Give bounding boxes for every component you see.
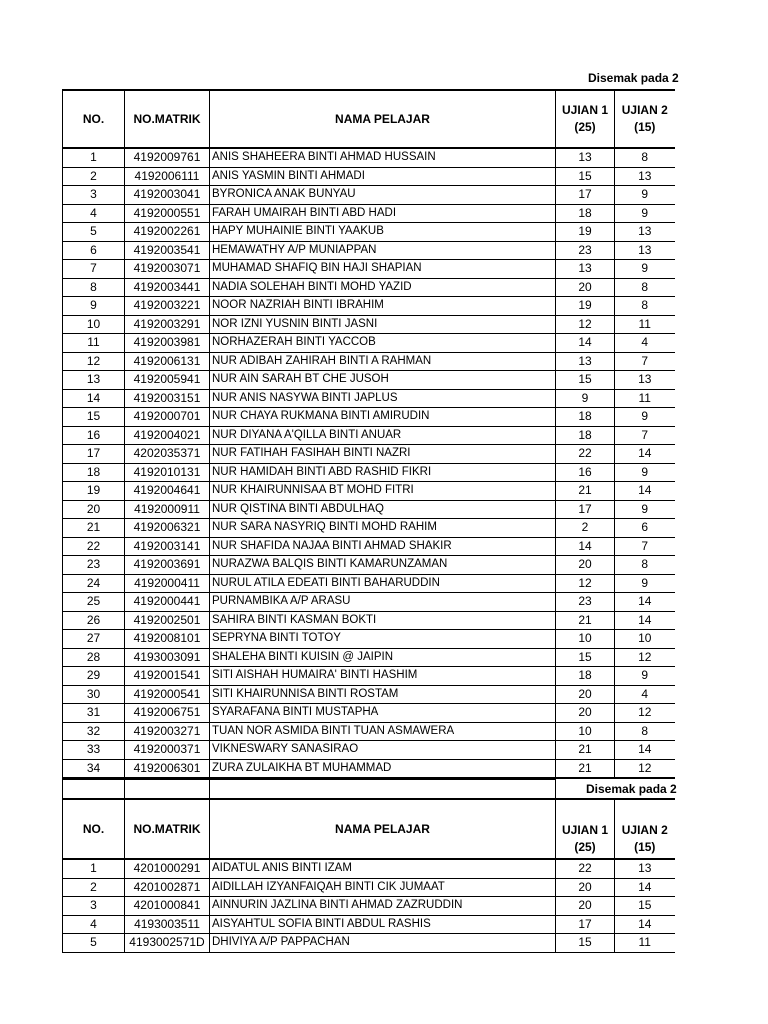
cell-ujian2: 13	[615, 241, 675, 260]
table-row	[63, 426, 675, 445]
cell-matrik: 4192006111	[125, 167, 210, 186]
cell-matrik: 4192010131	[125, 463, 210, 482]
table-row	[63, 148, 675, 167]
cell-nama: ANIS YASMIN BINTI AHMADI	[210, 167, 556, 186]
cell-ujian2: 14	[615, 593, 675, 612]
cell-nama: NUR DIYANA A'QILLA BINTI ANUAR	[210, 426, 556, 445]
header-ujian2-max: (15)	[634, 120, 656, 134]
cell-ujian1: 15	[556, 934, 615, 953]
cell-ujian2: 9	[615, 463, 675, 482]
cell-matrik: 4192003291	[125, 315, 210, 334]
cell-no: 2	[63, 167, 125, 186]
cell-matrik: 4192000701	[125, 408, 210, 427]
cell-ujian1: 15	[556, 371, 615, 390]
cell-nama: ANIS SHAHEERA BINTI AHMAD HUSSAIN	[210, 148, 556, 167]
cell-ujian2: 10	[615, 630, 675, 649]
cell-no: 31	[63, 704, 125, 723]
cell-ujian1: 17	[556, 915, 615, 934]
cell-ujian1: 18	[556, 667, 615, 686]
table-row	[63, 297, 675, 316]
cell-ujian2: 8	[615, 722, 675, 741]
cell-ujian1: 21	[556, 759, 615, 778]
cell-no: 28	[63, 648, 125, 667]
table-row	[63, 334, 675, 353]
cell-matrik: 4192008101	[125, 630, 210, 649]
header-row	[63, 90, 675, 148]
cell-no: 33	[63, 741, 125, 760]
cell-matrik: 4192000411	[125, 574, 210, 593]
spacer-cell	[63, 780, 125, 800]
table-row	[63, 759, 675, 778]
cell-ujian1: 10	[556, 630, 615, 649]
cell-no: 4	[63, 915, 125, 934]
cell-ujian1: 23	[556, 241, 615, 260]
cell-ujian2: 13	[615, 859, 675, 878]
cell-no: 1	[63, 148, 125, 167]
header-no: NO.	[63, 799, 125, 859]
cell-no: 29	[63, 667, 125, 686]
cell-ujian1: 20	[556, 704, 615, 723]
cell-ujian1: 21	[556, 741, 615, 760]
table-row	[63, 556, 675, 575]
cell-matrik: 4192002501	[125, 611, 210, 630]
cell-no: 6	[63, 241, 125, 260]
cell-ujian1: 13	[556, 260, 615, 279]
cell-nama: NURUL ATILA EDEATI BINTI BAHARUDDIN	[210, 574, 556, 593]
cell-ujian2: 9	[615, 500, 675, 519]
cell-matrik: 4192006321	[125, 519, 210, 538]
table-row	[63, 934, 675, 953]
table-row	[63, 593, 675, 612]
table-row	[63, 408, 675, 427]
cell-no: 9	[63, 297, 125, 316]
cell-ujian1: 21	[556, 611, 615, 630]
cell-no: 4	[63, 204, 125, 223]
cell-ujian1: 17	[556, 500, 615, 519]
cell-no: 32	[63, 722, 125, 741]
cell-ujian1: 15	[556, 648, 615, 667]
cell-ujian2: 12	[615, 648, 675, 667]
cell-ujian2: 11	[615, 315, 675, 334]
table-row	[63, 574, 675, 593]
cell-matrik: 4192006751	[125, 704, 210, 723]
table-row	[63, 463, 675, 482]
cell-matrik: 4192000371	[125, 741, 210, 760]
cell-ujian2: 14	[615, 915, 675, 934]
cell-ujian2: 7	[615, 352, 675, 371]
table-row	[63, 878, 675, 897]
header-ujian1	[556, 799, 615, 859]
header-ujian1-max: (25)	[574, 840, 596, 854]
cell-nama: BYRONICA ANAK BUNYAU	[210, 186, 556, 205]
cell-nama: SITI KHAIRUNNISA BINTI ROSTAM	[210, 685, 556, 704]
cell-ujian2: 11	[615, 389, 675, 408]
table-row	[63, 445, 675, 464]
cell-no: 13	[63, 371, 125, 390]
cell-nama: NADIA SOLEHAH BINTI MOHD YAZID	[210, 278, 556, 297]
cell-ujian2: 9	[615, 204, 675, 223]
cell-nama: SEPRYNA BINTI TOTOY	[210, 630, 556, 649]
cell-ujian1: 12	[556, 315, 615, 334]
table-row	[63, 741, 675, 760]
cell-no: 17	[63, 445, 125, 464]
cell-nama: AINNURIN JAZLINA BINTI AHMAD ZAZRUDDIN	[210, 897, 556, 916]
cell-ujian2: 14	[615, 741, 675, 760]
cell-ujian1: 20	[556, 685, 615, 704]
cell-ujian1: 17	[556, 186, 615, 205]
cell-ujian2: 4	[615, 334, 675, 353]
cell-ujian2: 14	[615, 611, 675, 630]
cell-ujian2: 7	[615, 426, 675, 445]
table-row	[63, 500, 675, 519]
cell-no: 5	[63, 223, 125, 242]
cell-ujian1: 20	[556, 278, 615, 297]
header-ujian2-label: UJIAN 2	[621, 103, 668, 117]
cell-nama: SHALEHA BINTI KUISIN @ JAIPIN	[210, 648, 556, 667]
table-row	[63, 315, 675, 334]
cell-nama: NUR CHAYA RUKMANA BINTI AMIRUDIN	[210, 408, 556, 427]
cell-nama: TUAN NOR ASMIDA BINTI TUAN ASMAWERA	[210, 722, 556, 741]
header-ujian1-label: UJIAN 1	[561, 823, 608, 837]
cell-nama: MUHAMAD SHAFIQ BIN HAJI SHAPIAN	[210, 260, 556, 279]
table-row	[63, 278, 675, 297]
cell-ujian2: 14	[615, 445, 675, 464]
cell-no: 3	[63, 186, 125, 205]
cell-nama: DHIVIYA A/P PAPPACHAN	[210, 934, 556, 953]
header-matrik: NO.MATRIK	[125, 90, 210, 148]
table-row	[63, 897, 675, 916]
cell-nama: NUR ANIS NASYWA BINTI JAPLUS	[210, 389, 556, 408]
spacer-cell	[210, 780, 556, 800]
cell-matrik: 4193002571D	[125, 934, 210, 953]
cell-nama: AIDATUL ANIS BINTI IZAM	[210, 859, 556, 878]
table-row	[63, 260, 675, 279]
cell-no: 16	[63, 426, 125, 445]
cell-ujian1: 13	[556, 148, 615, 167]
cell-ujian2: 12	[615, 704, 675, 723]
spacer-cell	[556, 780, 615, 800]
cell-matrik: 4192003151	[125, 389, 210, 408]
cell-no: 11	[63, 334, 125, 353]
cell-ujian1: 2	[556, 519, 615, 538]
header-ujian1	[556, 90, 615, 148]
cell-matrik: 4192000441	[125, 593, 210, 612]
cell-matrik: 4193003511	[125, 915, 210, 934]
spacer-cell	[615, 780, 675, 800]
cell-matrik: 4201000291	[125, 859, 210, 878]
spacer-cell	[125, 780, 210, 800]
cell-no: 15	[63, 408, 125, 427]
cell-nama: NOR IZNI YUSNIN BINTI JASNI	[210, 315, 556, 334]
student-marks-table-2	[62, 779, 675, 953]
cell-no: 24	[63, 574, 125, 593]
table-row	[63, 223, 675, 242]
cell-no: 22	[63, 537, 125, 556]
cell-ujian2: 15	[615, 897, 675, 916]
cell-matrik: 4192003071	[125, 260, 210, 279]
cell-ujian2: 9	[615, 408, 675, 427]
cell-matrik: 4192003041	[125, 186, 210, 205]
cell-ujian2: 4	[615, 685, 675, 704]
cell-ujian1: 9	[556, 389, 615, 408]
cell-ujian2: 13	[615, 371, 675, 390]
cell-ujian1: 13	[556, 352, 615, 371]
checked-on-label: Disemak pada 2	[588, 71, 679, 85]
cell-ujian1: 22	[556, 445, 615, 464]
cell-ujian1: 16	[556, 463, 615, 482]
table-row	[63, 915, 675, 934]
cell-no: 7	[63, 260, 125, 279]
cell-matrik: 4192006301	[125, 759, 210, 778]
table-row	[63, 667, 675, 686]
cell-matrik: 4192003981	[125, 334, 210, 353]
table-row	[63, 630, 675, 649]
header-nama: NAMA PELAJAR	[210, 799, 556, 859]
cell-matrik: 4192001541	[125, 667, 210, 686]
cell-matrik: 4192006131	[125, 352, 210, 371]
cell-ujian2: 14	[615, 878, 675, 897]
table-row	[63, 537, 675, 556]
cell-ujian1: 21	[556, 482, 615, 501]
table-row	[63, 482, 675, 501]
cell-ujian2: 13	[615, 223, 675, 242]
cell-nama: NUR SHAFIDA NAJAA BINTI AHMAD SHAKIR	[210, 537, 556, 556]
cell-nama: NORHAZERAH BINTI YACCOB	[210, 334, 556, 353]
cell-nama: HAPY MUHAINIE BINTI YAAKUB	[210, 223, 556, 242]
header-ujian1-max: (25)	[574, 120, 596, 134]
cell-matrik: 4192003271	[125, 722, 210, 741]
cell-ujian1: 19	[556, 223, 615, 242]
cell-matrik: 4192002261	[125, 223, 210, 242]
header-ujian2-label: UJIAN 2	[621, 823, 668, 837]
cell-matrik: 4192004021	[125, 426, 210, 445]
cell-no: 2	[63, 878, 125, 897]
cell-matrik: 4192000911	[125, 500, 210, 519]
header-matrik: NO.MATRIK	[125, 799, 210, 859]
header-ujian2-max: (15)	[634, 840, 656, 854]
cell-nama: FARAH UMAIRAH BINTI ABD HADI	[210, 204, 556, 223]
student-marks-table-1	[62, 89, 675, 779]
cell-ujian2: 8	[615, 556, 675, 575]
cell-nama: NUR QISTINA BINTI ABDULHAQ	[210, 500, 556, 519]
cell-no: 14	[63, 389, 125, 408]
cell-ujian2: 8	[615, 297, 675, 316]
cell-no: 23	[63, 556, 125, 575]
cell-nama: HEMAWATHY A/P MUNIAPPAN	[210, 241, 556, 260]
cell-no: 5	[63, 934, 125, 953]
table-row	[63, 186, 675, 205]
cell-matrik: 4202035371	[125, 445, 210, 464]
cell-matrik: 4192003221	[125, 297, 210, 316]
table-row	[63, 389, 675, 408]
cell-nama: AIDILLAH IZYANFAIQAH BINTI CIK JUMAAT	[210, 878, 556, 897]
cell-ujian1: 19	[556, 297, 615, 316]
cell-matrik: 4192003541	[125, 241, 210, 260]
cell-nama: ZURA ZULAIKHA BT MUHAMMAD	[210, 759, 556, 778]
cell-no: 1	[63, 859, 125, 878]
cell-ujian2: 8	[615, 148, 675, 167]
cell-no: 3	[63, 897, 125, 916]
table-row	[63, 204, 675, 223]
cell-ujian2: 9	[615, 667, 675, 686]
cell-nama: NOOR NAZRIAH BINTI IBRAHIM	[210, 297, 556, 316]
cell-ujian1: 15	[556, 167, 615, 186]
cell-ujian2: 13	[615, 167, 675, 186]
cell-matrik: 4193003091	[125, 648, 210, 667]
table-row	[63, 352, 675, 371]
cell-ujian1: 10	[556, 722, 615, 741]
cell-ujian1: 14	[556, 537, 615, 556]
cell-matrik: 4192004641	[125, 482, 210, 501]
header-row-2	[63, 799, 675, 859]
table-row	[63, 167, 675, 186]
cell-ujian2: 7	[615, 537, 675, 556]
cell-matrik: 4192000551	[125, 204, 210, 223]
cell-ujian1: 20	[556, 878, 615, 897]
table-row	[63, 241, 675, 260]
cell-nama: NUR ADIBAH ZAHIRAH BINTI A RAHMAN	[210, 352, 556, 371]
cell-no: 18	[63, 463, 125, 482]
cell-ujian1: 22	[556, 859, 615, 878]
cell-nama: PURNAMBIKA A/P ARASU	[210, 593, 556, 612]
cell-no: 21	[63, 519, 125, 538]
spacer-row	[63, 780, 675, 800]
cell-no: 10	[63, 315, 125, 334]
cell-nama: NUR HAMIDAH BINTI ABD RASHID FIKRI	[210, 463, 556, 482]
cell-ujian1: 18	[556, 426, 615, 445]
cell-ujian1: 14	[556, 334, 615, 353]
cell-matrik: 4192000541	[125, 685, 210, 704]
cell-no: 25	[63, 593, 125, 612]
table-row	[63, 611, 675, 630]
table-row	[63, 722, 675, 741]
table-row	[63, 371, 675, 390]
header-ujian2	[615, 799, 675, 859]
cell-ujian2: 11	[615, 934, 675, 953]
cell-ujian1: 20	[556, 897, 615, 916]
cell-nama: AISYAHTUL SOFIA BINTI ABDUL RASHIS	[210, 915, 556, 934]
cell-no: 27	[63, 630, 125, 649]
cell-ujian1: 18	[556, 408, 615, 427]
cell-no: 30	[63, 685, 125, 704]
header-nama: NAMA PELAJAR	[210, 90, 556, 148]
cell-matrik: 4201002871	[125, 878, 210, 897]
cell-ujian2: 9	[615, 260, 675, 279]
cell-ujian2: 9	[615, 186, 675, 205]
header-no: NO.	[63, 90, 125, 148]
cell-no: 8	[63, 278, 125, 297]
cell-ujian1: 18	[556, 204, 615, 223]
cell-nama: NUR AIN SARAH BT CHE JUSOH	[210, 371, 556, 390]
cell-no: 19	[63, 482, 125, 501]
cell-matrik: 4201000841	[125, 897, 210, 916]
cell-nama: NUR FATIHAH FASIHAH BINTI NAZRI	[210, 445, 556, 464]
cell-ujian2: 14	[615, 482, 675, 501]
cell-ujian1: 20	[556, 556, 615, 575]
table-row	[63, 648, 675, 667]
cell-ujian2: 9	[615, 574, 675, 593]
cell-nama: VIKNESWARY SANASIRAO	[210, 741, 556, 760]
checked-on-label-2: Disemak pada 2	[586, 782, 677, 796]
cell-matrik: 4192003141	[125, 537, 210, 556]
cell-ujian2: 8	[615, 278, 675, 297]
cell-nama: NURAZWA BALQIS BINTI KAMARUNZAMAN	[210, 556, 556, 575]
cell-matrik: 4192009761	[125, 148, 210, 167]
cell-matrik: 4192003691	[125, 556, 210, 575]
cell-ujian2: 12	[615, 759, 675, 778]
cell-ujian2: 6	[615, 519, 675, 538]
table-row	[63, 685, 675, 704]
cell-ujian1: 12	[556, 574, 615, 593]
cell-matrik: 4192005941	[125, 371, 210, 390]
cell-no: 20	[63, 500, 125, 519]
header-ujian2	[615, 90, 675, 148]
cell-nama: NUR KHAIRUNNISAA BT MOHD FITRI	[210, 482, 556, 501]
cell-nama: NUR SARA NASYRIQ BINTI MOHD RAHIM	[210, 519, 556, 538]
cell-nama: SYARAFANA BINTI MUSTAPHA	[210, 704, 556, 723]
table-row	[63, 519, 675, 538]
cell-no: 12	[63, 352, 125, 371]
table-row	[63, 704, 675, 723]
cell-ujian1: 23	[556, 593, 615, 612]
header-ujian1-label: UJIAN 1	[561, 103, 608, 117]
cell-no: 26	[63, 611, 125, 630]
table-row	[63, 859, 675, 878]
cell-nama: SAHIRA BINTI KASMAN BOKTI	[210, 611, 556, 630]
cell-matrik: 4192003441	[125, 278, 210, 297]
cell-no: 34	[63, 759, 125, 778]
cell-nama: SITI AISHAH HUMAIRA' BINTI HASHIM	[210, 667, 556, 686]
